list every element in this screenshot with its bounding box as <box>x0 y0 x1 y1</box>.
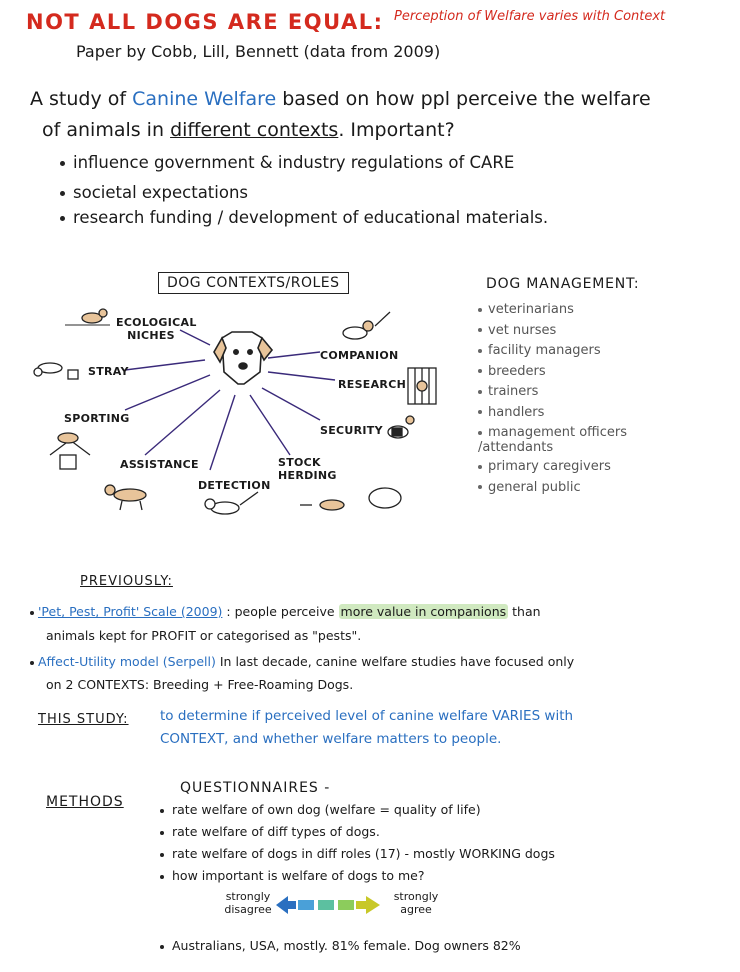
different-contexts: different contexts <box>170 119 339 141</box>
method-item: rate welfare of own dog (welfare = quality of life) <box>160 802 481 817</box>
management-item: facility managers <box>478 341 628 362</box>
management-list <box>478 300 628 498</box>
questionnaires-heading: QUESTIONNAIRES - <box>180 780 331 796</box>
contexts-title: DOG CONTEXTS/ROLES <box>158 272 349 294</box>
previously-item-1: 'Pet, Pest, Profit' Scale (2009) : people perceive more value in companions than <box>30 604 541 619</box>
scale-right-label: strongly agree <box>393 890 439 916</box>
likert-scale-icon <box>276 894 386 916</box>
canine-welfare-highlight: Canine Welfare <box>132 88 277 110</box>
role-stock-herding: STOCK HERDING <box>278 456 337 482</box>
management-item: primary caregivers <box>478 457 628 478</box>
assistance-dog-icon <box>105 485 146 510</box>
page-title: NOT ALL DOGS ARE EQUAL: <box>26 10 384 34</box>
management-item: veterinarians <box>478 300 628 321</box>
this-study-heading: THIS STUDY: <box>38 712 129 727</box>
intro-line-1: A study of Canine Welfare based on how ppl perceive the welfare <box>30 88 651 110</box>
scale-left-label: strongly disagree <box>224 890 272 916</box>
previously-item-2-line-2: on 2 CONTEXTS: Breeding + Free-Roaming Dogs. <box>46 677 354 692</box>
methods-heading: METHODS <box>46 794 124 810</box>
role-sporting: SPORTING <box>64 412 130 425</box>
role-stray: STRAY <box>88 365 129 378</box>
role-security: SECURITY <box>320 424 383 437</box>
intro-bullet: research funding / development of educational materials. <box>60 208 548 227</box>
sporting-dog-icon <box>50 433 90 469</box>
role-research: RESEARCH <box>338 378 407 391</box>
central-dog-icon <box>214 332 272 384</box>
previously-item-1-line-2: animals kept for PROFIT or categorised as "pests". <box>46 628 362 643</box>
stray-dog-icon <box>34 363 78 379</box>
management-item: vet nurses <box>478 321 628 342</box>
previously-heading: PREVIOUSLY: <box>80 574 173 589</box>
ecological-dog-icon <box>65 309 110 325</box>
page-subtitle: Perception of Welfare varies with Context <box>394 9 666 24</box>
method-item: how important is welfare of dogs to me? <box>160 868 424 883</box>
management-item: breeders <box>478 362 628 383</box>
role-detection: DETECTION <box>198 479 271 492</box>
security-dog-icon <box>388 416 414 438</box>
intro-bullet: influence government & industry regulations of CARE <box>60 153 514 172</box>
sample-description: Australians, USA, mostly. 81% female. Dog owners 82% <box>160 938 521 953</box>
management-item: handlers <box>478 403 628 424</box>
research-dog-icon <box>408 368 436 404</box>
intro-bullet: societal expectations <box>60 183 248 202</box>
more-value-highlight: more value in companions <box>340 604 507 619</box>
management-item: general public <box>478 478 628 499</box>
role-ecological-niches: ECOLOGICAL NICHES <box>116 316 197 342</box>
herding-dog-icon <box>300 488 401 510</box>
method-item: rate welfare of diff types of dogs. <box>160 824 380 839</box>
this-study-line-2: CONTEXT, and whether welfare matters to people. <box>160 731 502 747</box>
management-item: management officers /attendants <box>478 425 628 455</box>
method-item: rate welfare of dogs in diff roles (17) - mostly WORKING dogs <box>160 846 555 861</box>
detection-dog-icon <box>205 492 258 514</box>
this-study-line-1: to determine if perceived level of canine welfare VARIES with <box>160 708 574 724</box>
management-title: DOG MANAGEMENT: <box>486 276 640 292</box>
companion-dog-icon <box>343 312 390 339</box>
byline: Paper by Cobb, Lill, Bennett (data from 2009) <box>76 42 441 61</box>
previously-item-2: Affect-Utility model (Serpell) In last decade, canine welfare studies have focused only <box>30 654 574 669</box>
role-companion: COMPANION <box>320 349 399 362</box>
role-assistance: ASSISTANCE <box>120 458 199 471</box>
management-item: trainers <box>478 382 628 403</box>
intro-line-2: of animals in different contexts. Important? <box>42 119 455 141</box>
